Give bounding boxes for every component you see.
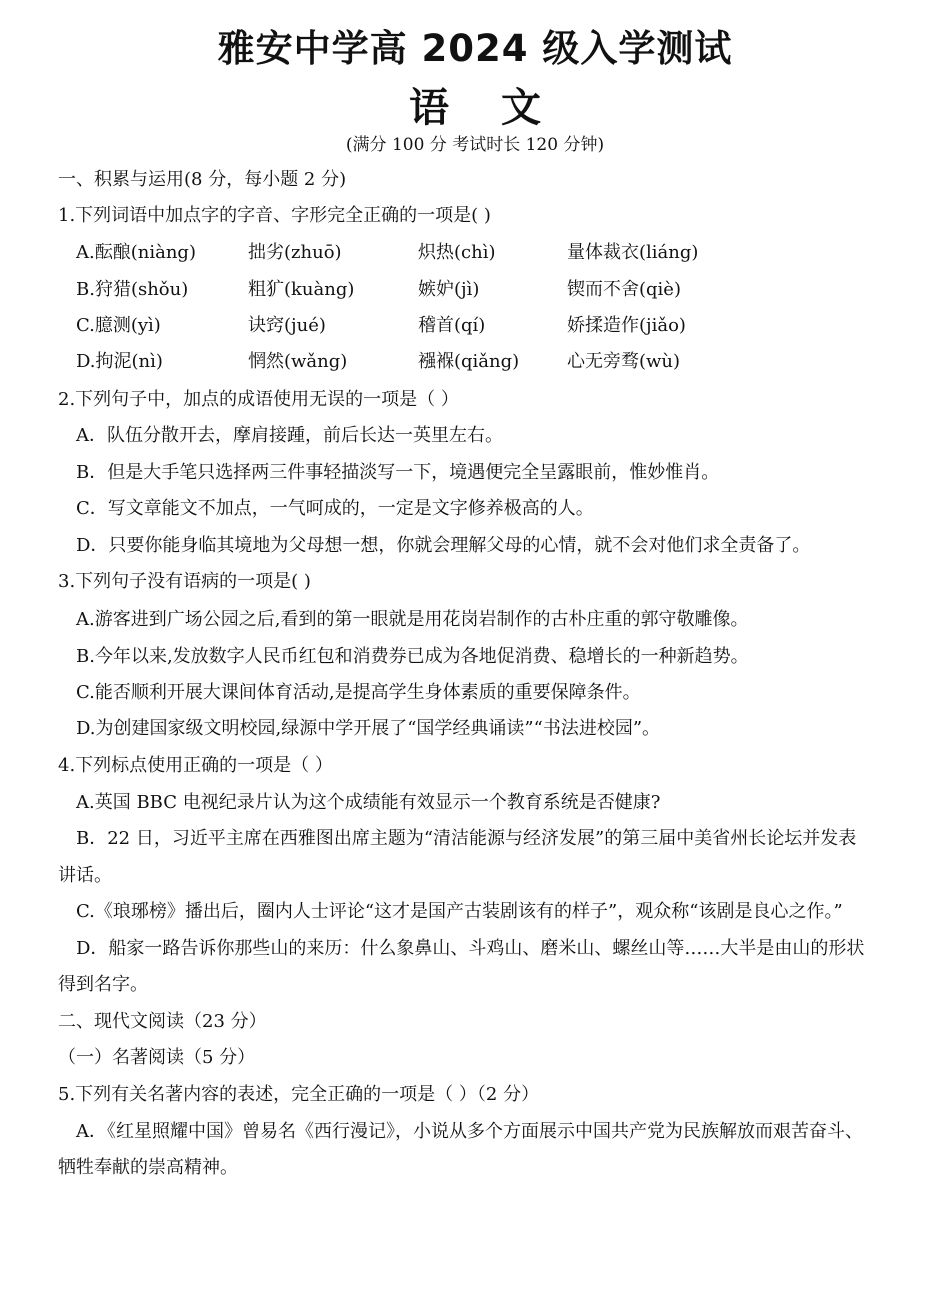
subject-char-1: 语 [409,85,449,131]
q1-a-word-2: 拙劣(zhuō) [248,242,342,263]
subject-title [0,76,950,133]
q4-option-b-line-2: 讲话。 [58,865,112,886]
question-5-stem: 5.下列有关名著内容的表述，完全正确的一项是（ ）（2 分） [58,1084,540,1105]
q5-option-a-line-1: A．《红星照耀中国》曾易名《西行漫记》，小说从多个方面展示中国共产党为民族解放而艰苦奋斗、 [76,1121,863,1142]
q2-option-a: A．队伍分散开去，摩肩接踵，前后长达一英里左右。 [76,425,503,446]
question-2-stem: 2.下列句子中，加点的成语使用无误的一项是（ ） [58,389,459,410]
q1-c-word-3: 稽首(qí) [418,315,486,336]
q4-option-d-line-2: 得到名字。 [58,974,148,995]
q1-c-word-2: 诀窍(jué) [248,315,326,336]
q1-b-word-4: 锲而不舍(qiè) [567,279,681,300]
q3-option-a: A.游客进到广场公园之后,看到的第一眼就是用花岗岩制作的古朴庄重的郭守敬雕像。 [76,609,749,630]
q3-option-d: D.为创建国家级文明校园,绿源中学开展了“国学经典诵读”“书法进校园”。 [76,718,661,739]
q1-a-word-3: 炽热(chì) [418,242,496,263]
q1-d-word-3: 襁褓(qiǎng) [418,351,520,372]
question-3-stem: 3.下列句子没有语病的一项是( ) [58,571,311,592]
q4-option-a: A.英国 BBC 电视纪录片认为这个成绩能有效显示一个教育系统是否健康? [76,792,661,813]
q1-d-word-2: 惘然(wǎng) [248,351,348,372]
section-heading-1: 一、积累与运用(8 分，每小题 2 分) [58,169,347,190]
question-4-stem: 4.下列标点使用正确的一项是（ ） [58,755,333,776]
q1-a-word-1: A.酝酿(niàng) [76,242,196,263]
q1-c-word-1: C.臆测(yì) [76,315,161,336]
exam-note: (满分 100 分 考试时长 120 分钟) [345,135,605,155]
q4-option-c: C.《琅琊榜》播出后，圈内人士评论“这才是国产古装剧该有的样子”，观众称“该剧是良心之作。” [76,901,843,922]
q2-option-c: C．写文章能文不加点，一气呵成的，一定是文字修养极高的人。 [76,498,594,519]
exam-title: 雅安中学高 2024 级入学测试 [217,27,733,70]
q2-option-b: B．但是大手笔只选择两三件事轻描淡写一下，境遇便完全呈露眼前，惟妙惟肖。 [76,462,720,483]
q1-d-word-1: D.拘泥(nì) [76,351,163,372]
q1-a-word-4: 量体裁衣(liáng) [567,242,699,263]
q4-option-b-line-1: B．22 日，习近平主席在西雅图出席主题为“清洁能源与经济发展”的第三届中美省州长论坛并发表 [76,828,857,849]
q1-b-word-3: 嫉妒(jì) [418,279,480,300]
question-1-stem: 1.下列词语中加点字的字音、字形完全正确的一项是( ) [58,205,491,226]
q4-option-d-line-1: D．船家一路告诉你那些山的来历：什么象鼻山、斗鸡山、磨米山、螺丝山等……大半是由山的形状 [76,938,865,959]
sub-section-heading: （一）名著阅读（5 分） [58,1047,256,1068]
q1-b-word-1: B.狩猎(shǒu) [76,279,189,300]
q2-option-d: D．只要你能身临其境地为父母想一想，你就会理解父母的心情，就不会对他们求全责备了。 [76,535,811,556]
q5-option-a-line-2: 牺牲奉献的崇高精神。 [58,1157,238,1178]
subject-char-2: 文 [501,85,541,131]
q1-b-word-2: 粗犷(kuàng) [248,279,355,300]
section-heading-2: 二、现代文阅读（23 分） [58,1011,267,1032]
q3-option-b: B.今年以来,发放数字人民币红包和消费券已成为各地促消费、稳增长的一种新趋势。 [76,646,749,667]
q1-c-word-4: 娇揉造作(jiǎo) [567,315,686,336]
q3-option-c: C.能否顺利开展大课间体育活动,是提高学生身体素质的重要保障条件。 [76,682,641,703]
q1-d-word-4: 心无旁骛(wù) [567,351,681,372]
